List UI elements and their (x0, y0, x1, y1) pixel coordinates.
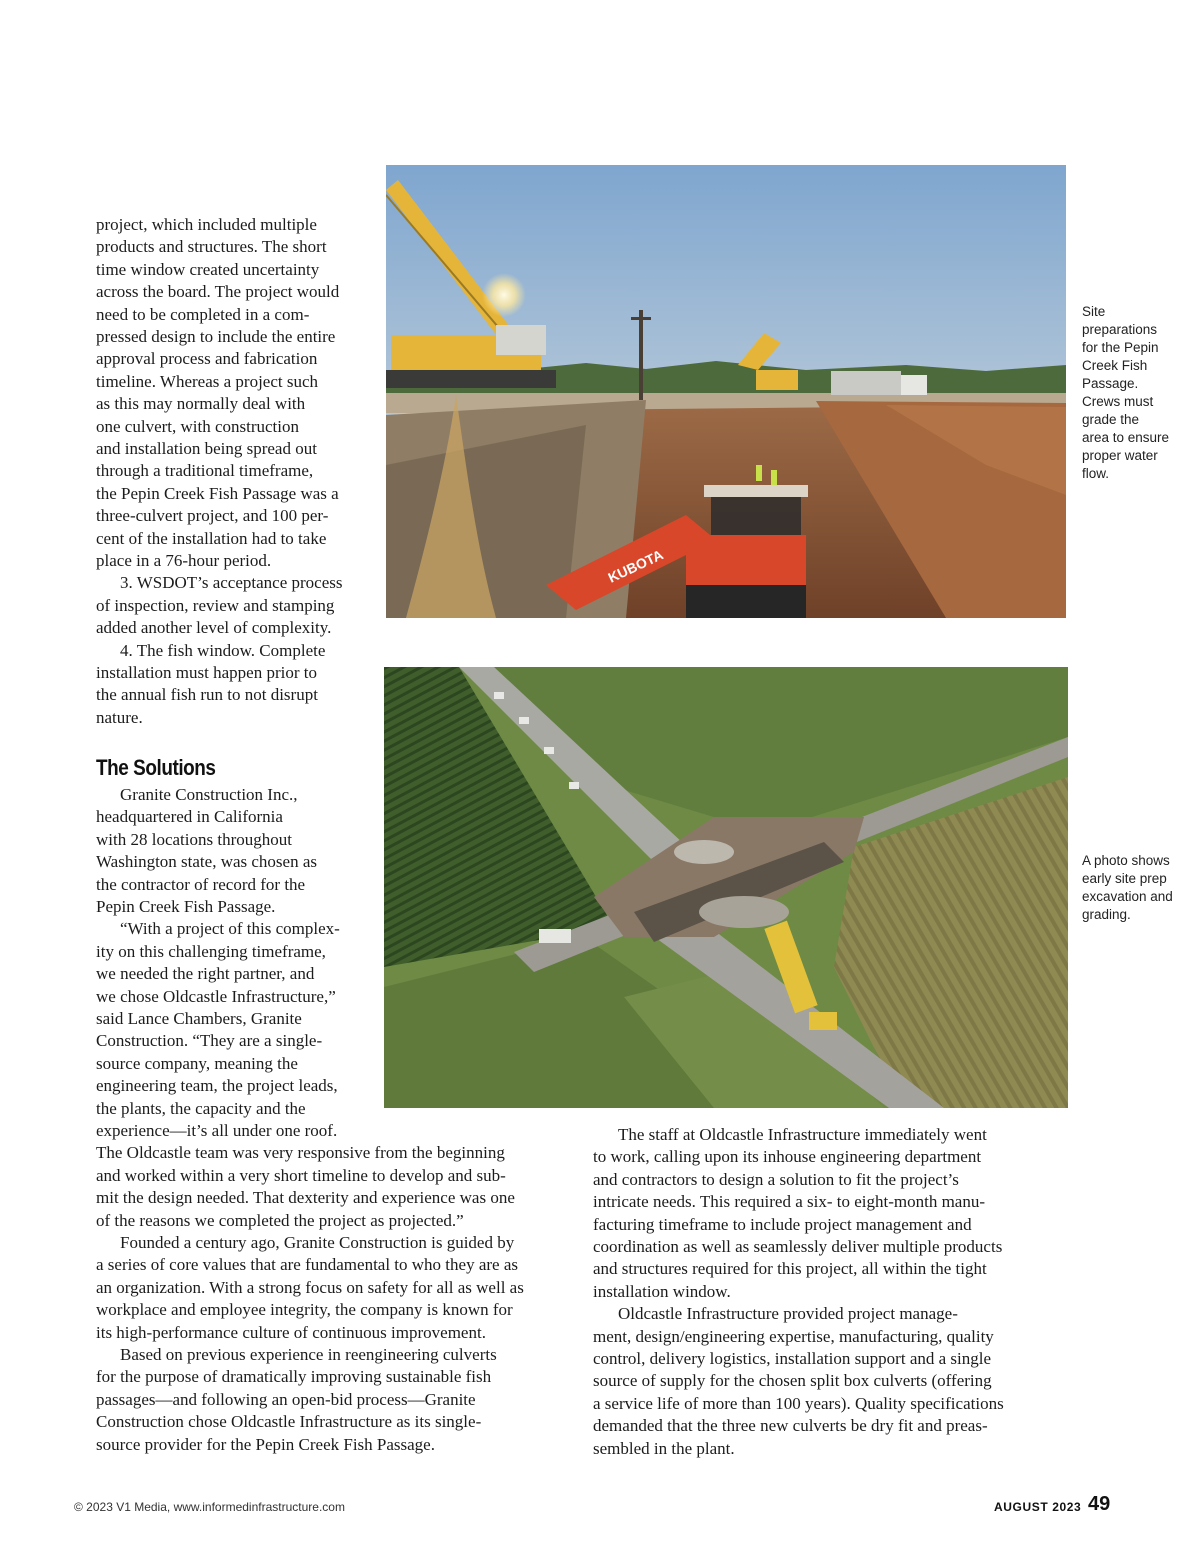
body-text-line: Founded a century ago, Granite Construction is guided by (120, 1233, 515, 1252)
body-text-line: for the purpose of dramatically improving sustainable fish (96, 1367, 492, 1387)
caption-line: Creek Fish (1082, 358, 1148, 373)
body-text-line: one culvert, with construction (96, 416, 300, 436)
body-text-line: Granite Construction Inc., (120, 785, 298, 804)
body-text-line: “With a project of this complex- (120, 919, 340, 939)
body-text-line: through a traditional timeframe, (96, 461, 314, 481)
body-text-line: project, which included multiple (96, 215, 317, 234)
body-text-line: Construction. “They are a single- (96, 1031, 323, 1051)
body-text-line: the Pepin Creek Fish Passage was a (96, 483, 339, 503)
body-text-line: added another level of complexity. (96, 618, 332, 638)
body-text-line: three-culvert project, and 100 per- (96, 506, 329, 526)
caption-line: A photo shows (1082, 853, 1170, 868)
body-text-line: timeline. Whereas a project such (96, 371, 319, 391)
body-text-line: cent of the installation had to take (96, 528, 327, 548)
body-text-line: source company, meaning the (96, 1053, 298, 1073)
body-text-line: The Oldcastle team was very responsive from the beginning (96, 1143, 505, 1163)
body-text-line: to work, calling upon its inhouse engineering department (593, 1147, 982, 1167)
body-text-line: of the reasons we completed the project as projected.” (96, 1210, 464, 1230)
body-text-line: ment, design/engineering expertise, manufacturing, quality (593, 1326, 994, 1346)
body-text-line: Pepin Creek Fish Passage. (96, 897, 276, 916)
body-text-line: Based on previous experience in reengineering culverts (120, 1345, 497, 1364)
body-text-line: nature. (96, 707, 143, 727)
excavator-brand-label: KUBOTA (605, 546, 666, 586)
body-text-line: source provider for the Pepin Creek Fish Passage. (96, 1434, 435, 1454)
body-text-line: products and structures. The short (96, 237, 327, 257)
caption-line: for the Pepin (1082, 340, 1159, 355)
caption-line: Site (1082, 304, 1106, 319)
body-text-line: as this may normally deal with (96, 394, 306, 414)
page-number: 49 (1088, 1493, 1111, 1515)
body-text-line: Washington state, was chosen as (96, 852, 317, 872)
body-text-line: a series of core values that are fundamental to who they are as (96, 1255, 518, 1275)
caption-line: grading. (1082, 907, 1131, 922)
body-text-line: sembled in the plant. (593, 1438, 735, 1458)
body-text-line: with 28 locations throughout (96, 829, 292, 849)
body-text-line: place in a 76-hour period. (96, 551, 272, 570)
body-text-line: said Lance Chambers, Granite (96, 1009, 302, 1028)
body-text-line: and contractors to design a solution to fit the project’s (593, 1169, 959, 1189)
footer-issue-date: AUGUST 2023 (994, 1500, 1082, 1514)
caption-line: proper water (1082, 448, 1158, 463)
body-text-line: and worked within a very short timeline to develop and sub- (96, 1165, 506, 1185)
caption-line: excavation and (1082, 889, 1173, 904)
body-text-line: installation must happen prior to (96, 663, 317, 682)
body-text-line: intricate needs. This required a six- to eight-month manu- (593, 1192, 985, 1212)
body-text-line: across the board. The project would (96, 282, 340, 302)
body-text-line: its high-performance culture of continuous improvement. (96, 1322, 486, 1342)
body-text-line: ity on this challenging timeframe, (96, 941, 326, 961)
body-text-line: facturing timeframe to include project management and (593, 1214, 972, 1234)
body-text-line: headquartered in California (96, 807, 283, 827)
body-text-line: The staff at Oldcastle Infrastructure immediately went (618, 1125, 987, 1144)
body-text-line: Oldcastle Infrastructure provided project manage- (618, 1304, 958, 1324)
body-text-line: installation window. (593, 1281, 731, 1301)
caption-line: preparations (1082, 322, 1158, 337)
body-text-line: workplace and employee integrity, the company is known for (96, 1300, 513, 1320)
body-text-line: pressed design to include the entire (96, 327, 336, 346)
body-text-line: a service life of more than 100 years). Quality specifications (593, 1393, 1004, 1413)
body-text-line: the plants, the capacity and the (96, 1098, 306, 1118)
body-text-line: of inspection, review and stamping (96, 595, 335, 615)
body-text-line: and structures required for this project, all within the tight (593, 1259, 987, 1279)
body-text-line: engineering team, the project leads, (96, 1076, 338, 1096)
body-text-line: 3. WSDOT’s acceptance process (120, 573, 343, 593)
body-text-line: we chose Oldcastle Infrastructure,” (96, 986, 336, 1006)
caption-line: Crews must (1082, 394, 1154, 409)
body-text-line: need to be completed in a com- (96, 304, 310, 324)
body-text-line: coordination as well as seamlessly deliver multiple products (593, 1237, 1003, 1256)
body-text-line: approval process and fabrication (96, 349, 318, 369)
body-text-line: an organization. With a strong focus on safety for all as well as (96, 1277, 524, 1297)
body-text-line: source of supply for the chosen split box culverts (offering (593, 1371, 992, 1391)
caption-line: early site prep (1082, 871, 1167, 886)
footer-copyright: © 2023 V1 Media, www.informedinfrastructure.com (74, 1500, 345, 1514)
body-text-line: control, delivery logistics, installation support and a single (593, 1349, 992, 1368)
body-text-line: Construction chose Oldcastle Infrastructure as its single- (96, 1412, 482, 1432)
photo-caption-aerial (1082, 852, 1173, 924)
body-text-line: demanded that the three new culverts be dry fit and preas- (593, 1416, 988, 1436)
caption-line: Passage. (1082, 376, 1139, 391)
caption-line: flow. (1082, 466, 1110, 481)
body-text-line: 4. The fish window. Complete (120, 640, 326, 660)
body-text-line: the contractor of record for the (96, 874, 306, 894)
body-text-line: we needed the right partner, and (96, 964, 315, 984)
photo-caption-site-preparations (1082, 303, 1169, 483)
body-text-line: the annual fish run to not disrupt (96, 685, 318, 705)
site-preparation-photo (386, 165, 1066, 618)
body-text-line: and installation being spread out (96, 439, 317, 458)
body-text-line: time window created uncertainty (96, 259, 320, 279)
caption-line: area to ensure (1082, 430, 1170, 445)
body-text-line: mit the design needed. That dexterity and experience was one (96, 1188, 515, 1208)
body-text-line: experience—it’s all under one roof. (96, 1121, 338, 1140)
body-text-line: passages—and following an open-bid process—Granite (96, 1389, 476, 1409)
caption-line: grade the (1082, 412, 1140, 427)
aerial-site-photo (384, 667, 1068, 1108)
section-heading: The Solutions (96, 755, 216, 780)
